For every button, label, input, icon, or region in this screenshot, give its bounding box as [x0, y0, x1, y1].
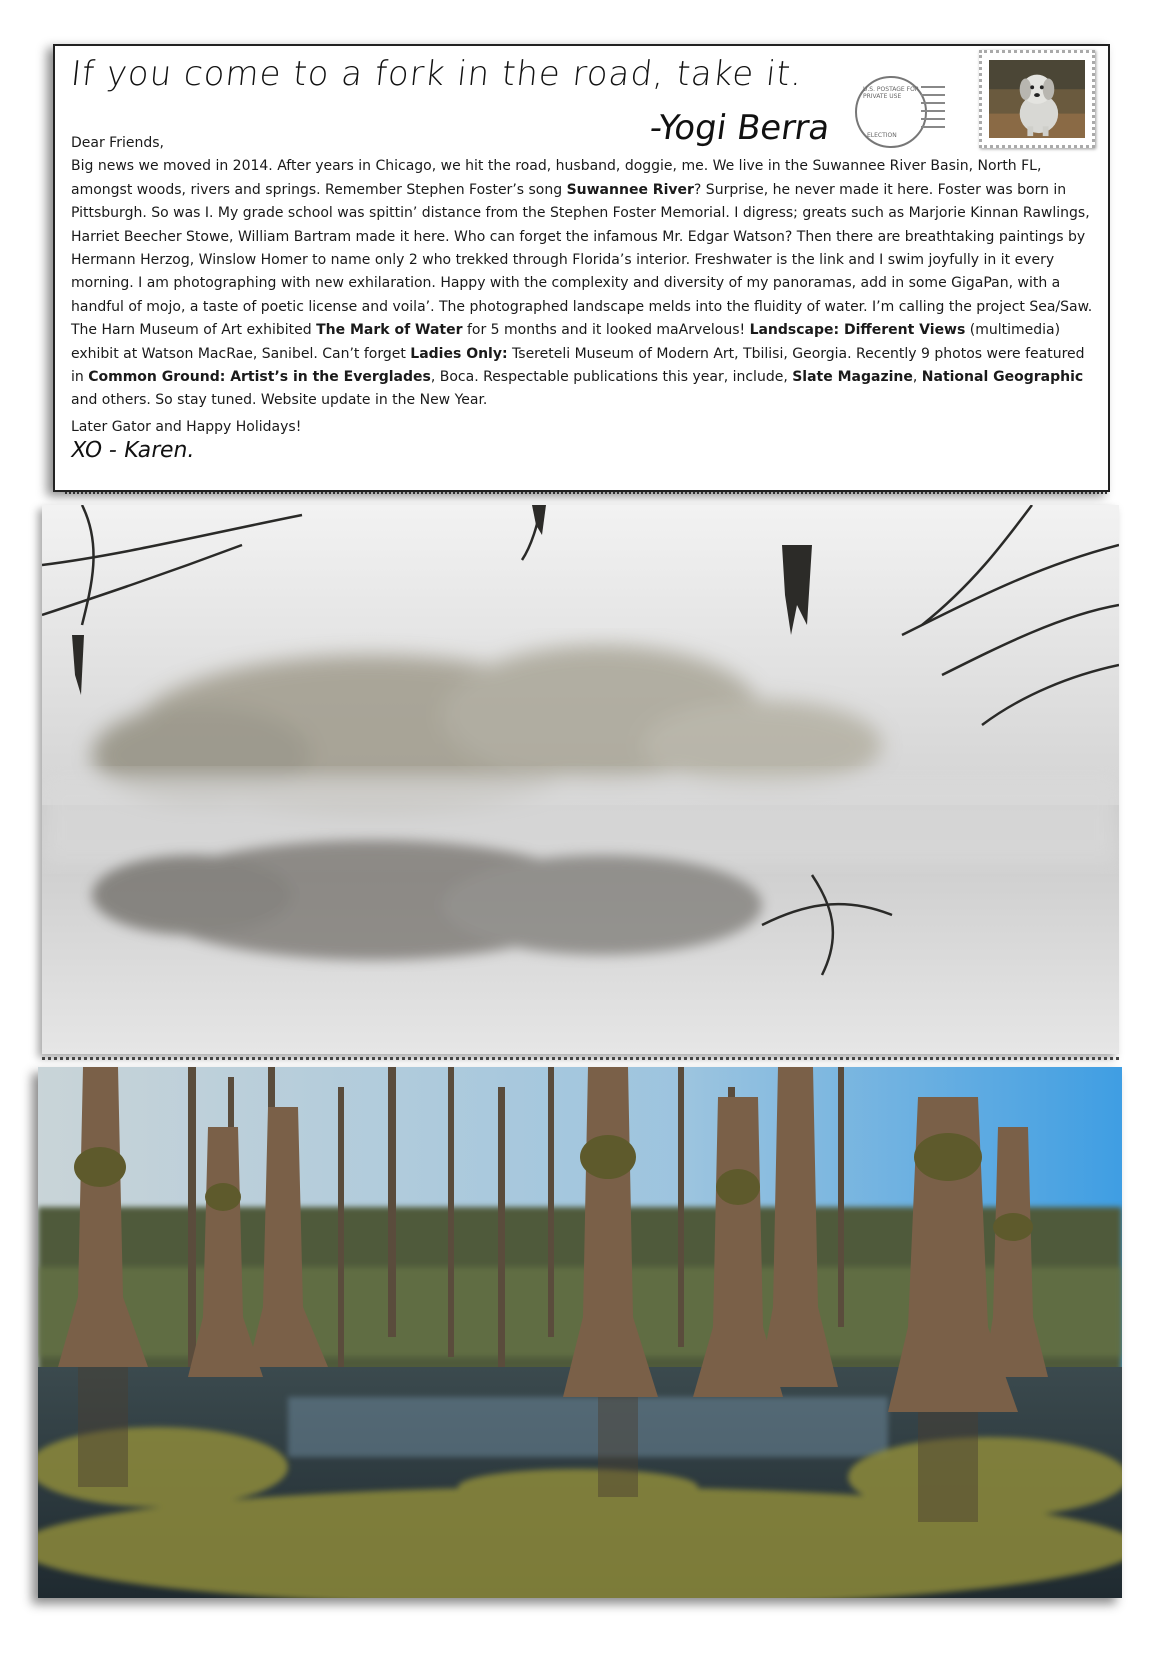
- signature: XO - Karen.: [68, 438, 197, 463]
- foggy-lake-image: [42, 505, 1119, 1054]
- letter-bold-text: National Geographic: [921, 369, 1084, 386]
- letter-text-run: and others. So stay tuned. Website update in the New Year.: [71, 392, 488, 409]
- letter-bold-text: Ladies Only:: [410, 345, 508, 362]
- letter-text-run: ? Surprise, he never made it here. Foster was born in Pittsburgh. So was I. My grade school was spittin’ distance from the Stephen Foster Memorial. I digress; greats such as Marjorie Kinnan Rawlings, Harriet Beecher Stowe, William Bartram made it here. Who can forget the infamous Mr. Edgar Watson? Then there are breathtaking paintings by Hermann Herzog, Winslow Homer to name only 2 who trekked through Florida’s interior. Freshwater is the link and I swim joyfully in it every morning. I am photographing with new exhilaration. Happy with the complexity and diversity of my panoramas, add in some GigaPan, with a handful of mojo, a taste of poetic license and voila’. The photographed landscape melds into the fluidity of water. I’m calling the project Sea/Saw. The Harn Museum of Art exhibited: [71, 181, 1093, 339]
- letter-text-run: , Boca. Respectable publications this year, include,: [430, 369, 793, 386]
- postmark-bottom-text: ELECTION: [867, 132, 897, 139]
- letter-text-run: for 5 months and it looked maArvelous!: [462, 322, 750, 339]
- cancellation-lines: [921, 86, 945, 132]
- letter-greeting: Dear Friends,: [71, 135, 164, 151]
- letter-text-run: ,: [912, 369, 922, 386]
- postmark-top-text: U.S. POSTAGE FOR PRIVATE USE: [863, 86, 919, 100]
- letter-card: [53, 44, 1110, 492]
- letter-body: [71, 132, 1101, 439]
- perforation-line: [65, 492, 1108, 494]
- cypress-swamp-image: [38, 1067, 1122, 1598]
- letter-bold-text: Landscape: Different Views: [749, 322, 966, 339]
- letter-text-run: (multimedia) exhibit at Watson MacRae, Sanibel. Can’t forget: [71, 322, 1061, 362]
- cypress-swamp-photo: [38, 1067, 1122, 1598]
- letter-bold-text: Slate Magazine: [792, 369, 913, 386]
- quote-text: If you come to a fork in the road, take it.: [68, 54, 805, 94]
- dog-photo: [989, 60, 1085, 138]
- letter-bold-text: The Mark of Water: [316, 322, 463, 339]
- letter-text-run: Tsereteli Museum of Modern Art, Tbilisi, Georgia. Recently 9 photos were featured in: [71, 345, 1085, 386]
- letter-paragraph: [71, 155, 1101, 412]
- fold-perforation: [42, 1057, 1119, 1060]
- letter-bold-text: Suwannee River: [566, 181, 694, 198]
- quote-author: -Yogi Berra: [647, 108, 833, 148]
- letter-bold-text: Common Ground: Artist’s in the Everglades: [88, 369, 431, 386]
- letter-text-run: Big news we moved in 2014. After years in Chicago, we hit the road, husband, doggie, me. We live in the Suwannee River Basin, North FL, amongst woods, rivers and springs. Remember Stephen Foster’s song: [71, 158, 1042, 198]
- foggy-lake-photo: [42, 505, 1119, 1054]
- letter-closing: Later Gator and Happy Holidays!: [71, 418, 302, 435]
